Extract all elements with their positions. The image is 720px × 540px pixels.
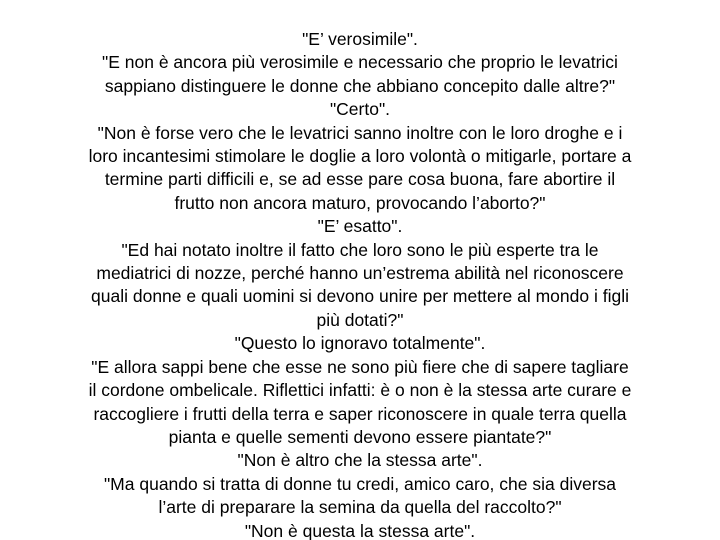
text-line: "Ma quando si tratta di donne tu credi, amico caro, che sia diversa	[103, 473, 617, 494]
text-line: "Non è altro che la stessa arte".	[237, 450, 483, 471]
text-line: "Certo".	[329, 99, 391, 120]
text-line: loro incantesimi stimolare le doglie a loro volontà o mitigarle, portare a	[88, 146, 632, 167]
text-line: "E non è ancora più verosimile e necessario che proprio le levatrici	[102, 52, 618, 73]
text-line: mediatrici di nozze, perché hanno un’estrema abilità nel riconoscere	[96, 263, 624, 284]
text-line: sappiano distinguere le donne che abbiano concepito dalle altre?"	[104, 75, 616, 96]
text-line: "Questo lo ignoravo totalmente".	[234, 333, 486, 354]
text-line: termine parti difficili e, se ad esse pare cosa buona, fare abortire il	[104, 169, 616, 190]
text-line: "E’ verosimile".	[302, 29, 418, 49]
text-line: "Non è forse vero che le levatrici sanno inoltre con le loro droghe e i	[97, 122, 623, 143]
text-line: raccogliere i frutti della terra e saper riconoscere in quale terra quella	[93, 403, 627, 424]
text-line: l’arte di preparare la semina da quella del raccolto?"	[158, 497, 562, 518]
text-line: il cordone ombelicale. Riflettici infatti: è o non è la stessa arte curare e	[88, 380, 632, 401]
text-line: quali donne e quali uomini si devono unire per mettere al mondo i figli	[91, 286, 629, 307]
text-line: "Ed hai notato inoltre il fatto che loro sono le più esperte tra le	[121, 239, 599, 260]
text-line: frutto non ancora maturo, provocando l’aborto?"	[174, 192, 546, 213]
text-line: "Non è questa la stessa arte".	[244, 520, 476, 540]
text-line: pianta e quelle sementi devono essere piantate?"	[168, 426, 552, 447]
text-line: "E’ esatto".	[317, 216, 403, 237]
text-line: "E allora sappi bene che esse ne sono più fiere che di sapere tagliare	[91, 356, 629, 377]
dialogue-text	[20, 28, 700, 540]
text-line: più dotati?"	[316, 309, 404, 330]
